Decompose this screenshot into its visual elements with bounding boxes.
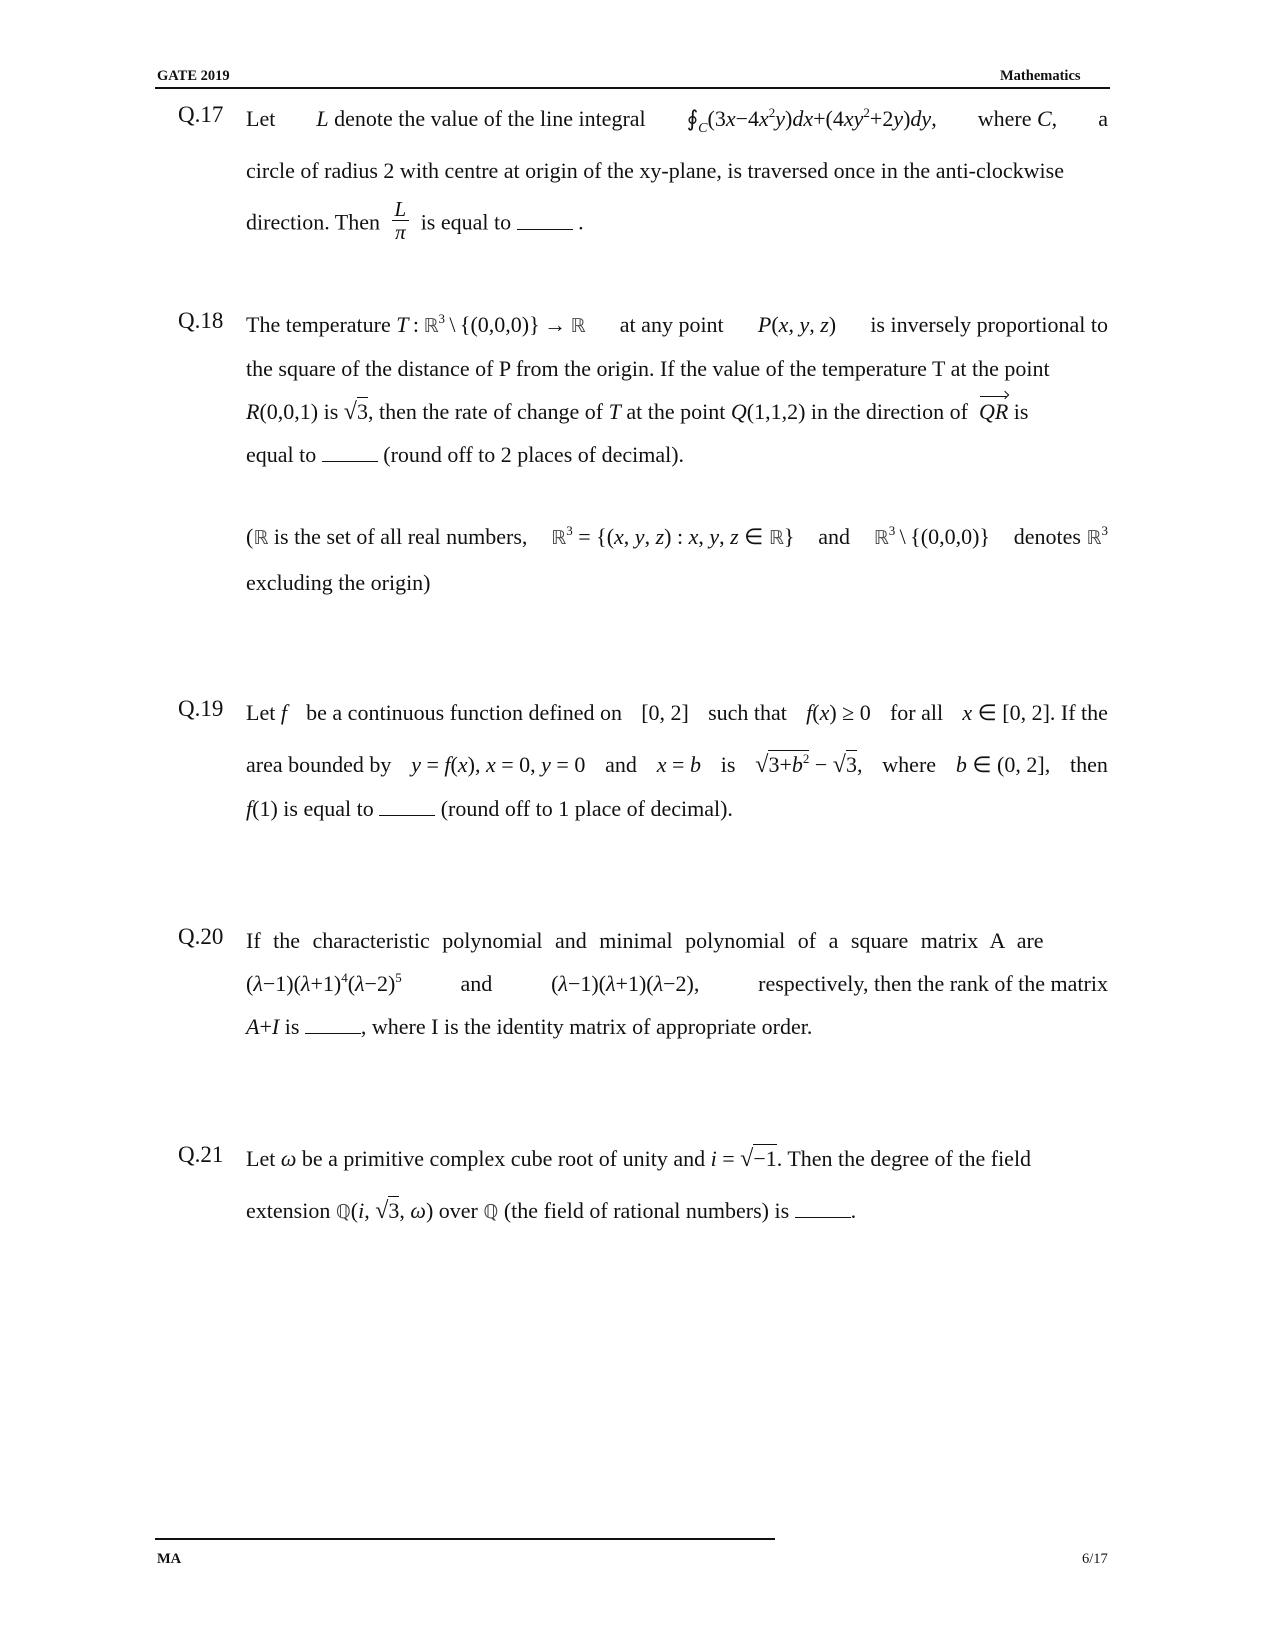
answer-blank bbox=[517, 228, 573, 230]
footer-page-number: 6/17 bbox=[1082, 1551, 1108, 1567]
q18-line-2: the square of the distance of P from the origin. If the value of the temperature T at the point bbox=[246, 356, 1050, 381]
q19-line-1: Let f be a continuous function defined on [0, 2] such that f(x) ≥ 0 for all x ∈ [0, 2]. If the bbox=[246, 700, 1108, 725]
header-exam: GATE 2019 bbox=[157, 68, 230, 84]
q20-line-3: A+I is , where I is the identity matrix of appropriate order. bbox=[246, 1014, 813, 1039]
q19-line-2: area bounded by y = f(x), x = 0, y = 0 and x = b is $√3+b^2 - √3$, where b ∈ (0, 2], then bbox=[246, 751, 1108, 778]
question-number: Q.19 bbox=[178, 696, 224, 721]
q21-line-2: extension ℚ(i, √3, ω) over ℚ (the field of rational numbers) is . bbox=[246, 1198, 857, 1224]
fraction-l-over-pi: $\frac{L}{\pi}$ bbox=[392, 198, 410, 243]
q18-note-line-2: excluding the origin) bbox=[246, 570, 431, 595]
q18-note-line-1: (ℝ is the set of all real numbers, ℝ$^3$ = {(x, y, z) : x, y, z ∈ ℝ} and ℝ$^3$ \ {(0,0,0)} denotes ℝ$^3$ bbox=[246, 523, 1108, 549]
question-number: Q.20 bbox=[178, 924, 224, 949]
footer-rule bbox=[155, 1538, 775, 1540]
q19-line-3: f(1) is equal to (round off to 1 place of decimal). bbox=[246, 796, 733, 821]
answer-blank bbox=[305, 1032, 361, 1034]
q20-line-1: If the characteristic polynomial and minimal polynomial of a square matrix A are bbox=[246, 928, 1044, 953]
answer-blank bbox=[795, 1216, 851, 1218]
q21-line-1: Let ω be a primitive complex cube root of unity and i = √−1. Then the degree of the field bbox=[246, 1146, 1032, 1172]
footer-paper-code: MA bbox=[157, 1551, 182, 1567]
q18-line-4: equal to (round off to 2 places of decimal). bbox=[246, 442, 685, 467]
q20-line-2: $(\lambda-1)(\lambda+1)^4(\lambda-2)^5$ and (λ−1)(λ+1)(λ−2), respectively, then the rank of the matrix bbox=[246, 970, 1108, 996]
header-subject: Mathematics bbox=[1000, 68, 1081, 84]
header-rule bbox=[155, 87, 1110, 89]
question-number: Q.17 bbox=[178, 102, 224, 127]
q18-line-3: R(0,0,1) is √3, then the rate of change of T at the point Q(1,1,2) in the direction of QR is bbox=[246, 399, 1029, 425]
answer-blank bbox=[322, 460, 378, 462]
question-number: Q.21 bbox=[178, 1142, 224, 1167]
answer-blank bbox=[379, 814, 435, 816]
q18-line-1: The temperature T : ℝ$^3$ \ {(0,0,0)} → ℝ at any point P(x, y, z) is inversely proportional to bbox=[246, 311, 1108, 337]
question-number: Q.18 bbox=[178, 308, 224, 333]
line-integral: $∮_C(3x-4x^2y)dx+(4xy^2+2y)dy$, bbox=[686, 105, 937, 136]
q17-line-1: Let L denote the value of the line integral $∮_C(3x-4x^2y)dx+(4xy^2+2y)dy$, where C, a bbox=[246, 105, 1108, 136]
q17-line-3: direction. Then $\frac{L}{\pi}$ is equal to . bbox=[246, 197, 584, 244]
q17-line-2: circle of radius 2 with centre at origin of the xy-plane, is traversed once in the anti-clockwise bbox=[246, 158, 1064, 183]
